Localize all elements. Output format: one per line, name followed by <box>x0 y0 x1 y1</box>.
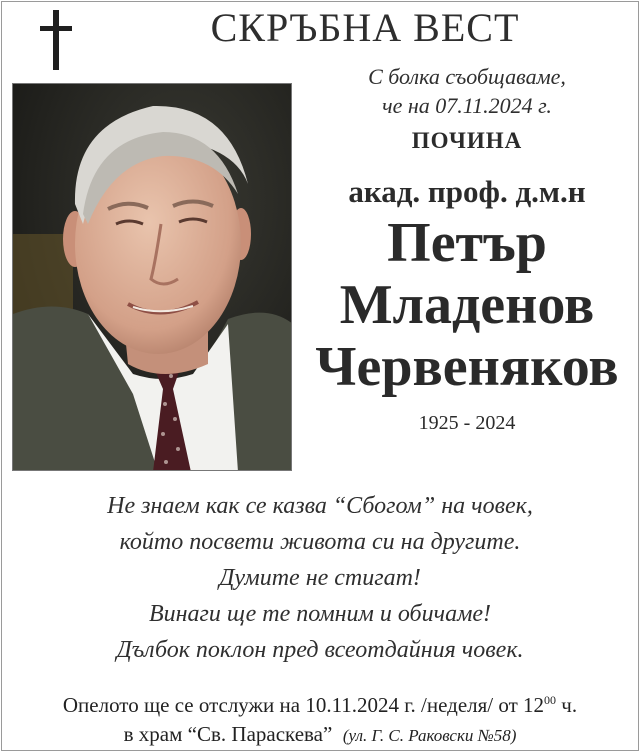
died-label: ПОЧИНА <box>411 128 523 153</box>
service-time-minutes: 00 <box>544 693 557 707</box>
announcement-line: С болка съобщаваме, <box>368 64 566 89</box>
service-date-text: Опелото ще се отслужи на 10.11.2024 г. /неделя/ от 12 <box>62 693 545 717</box>
poem-line: Думите не стигат! <box>219 565 421 591</box>
service-date-line <box>2 686 638 720</box>
last-name: Червеняков <box>315 336 619 398</box>
poem-line: Дълбок поклон пред всеотдайния човек. <box>116 637 524 663</box>
announcement-block <box>302 62 632 435</box>
service-time-suffix: ч. <box>556 693 578 717</box>
cross-icon <box>38 10 74 70</box>
first-name: Петър <box>387 212 547 274</box>
poem-line: който посвети живота си на другите. <box>119 529 521 555</box>
memorial-poem <box>2 488 638 668</box>
middle-name: Младенов <box>339 274 595 336</box>
portrait-photo <box>12 83 292 471</box>
notice-title: СКРЪБНА ВЕСТ <box>210 5 520 50</box>
life-years: 1925 - 2024 <box>418 412 516 434</box>
obituary-notice <box>1 1 639 751</box>
funeral-service-info <box>2 686 638 750</box>
poem-line: Винаги ще те помним и обичаме! <box>148 601 492 627</box>
poem-line: Не знаем как се казва “Сбогом” на човек, <box>107 493 533 519</box>
announcement-date: че на 07.11.2024 г. <box>382 93 552 118</box>
church-address: (ул. Г. С. Раковски №58) <box>342 726 517 745</box>
church-name: в храм “Св. Параскева” <box>123 722 333 746</box>
academic-title: акад. проф. д.м.н <box>348 174 586 209</box>
service-location-line <box>2 720 638 750</box>
